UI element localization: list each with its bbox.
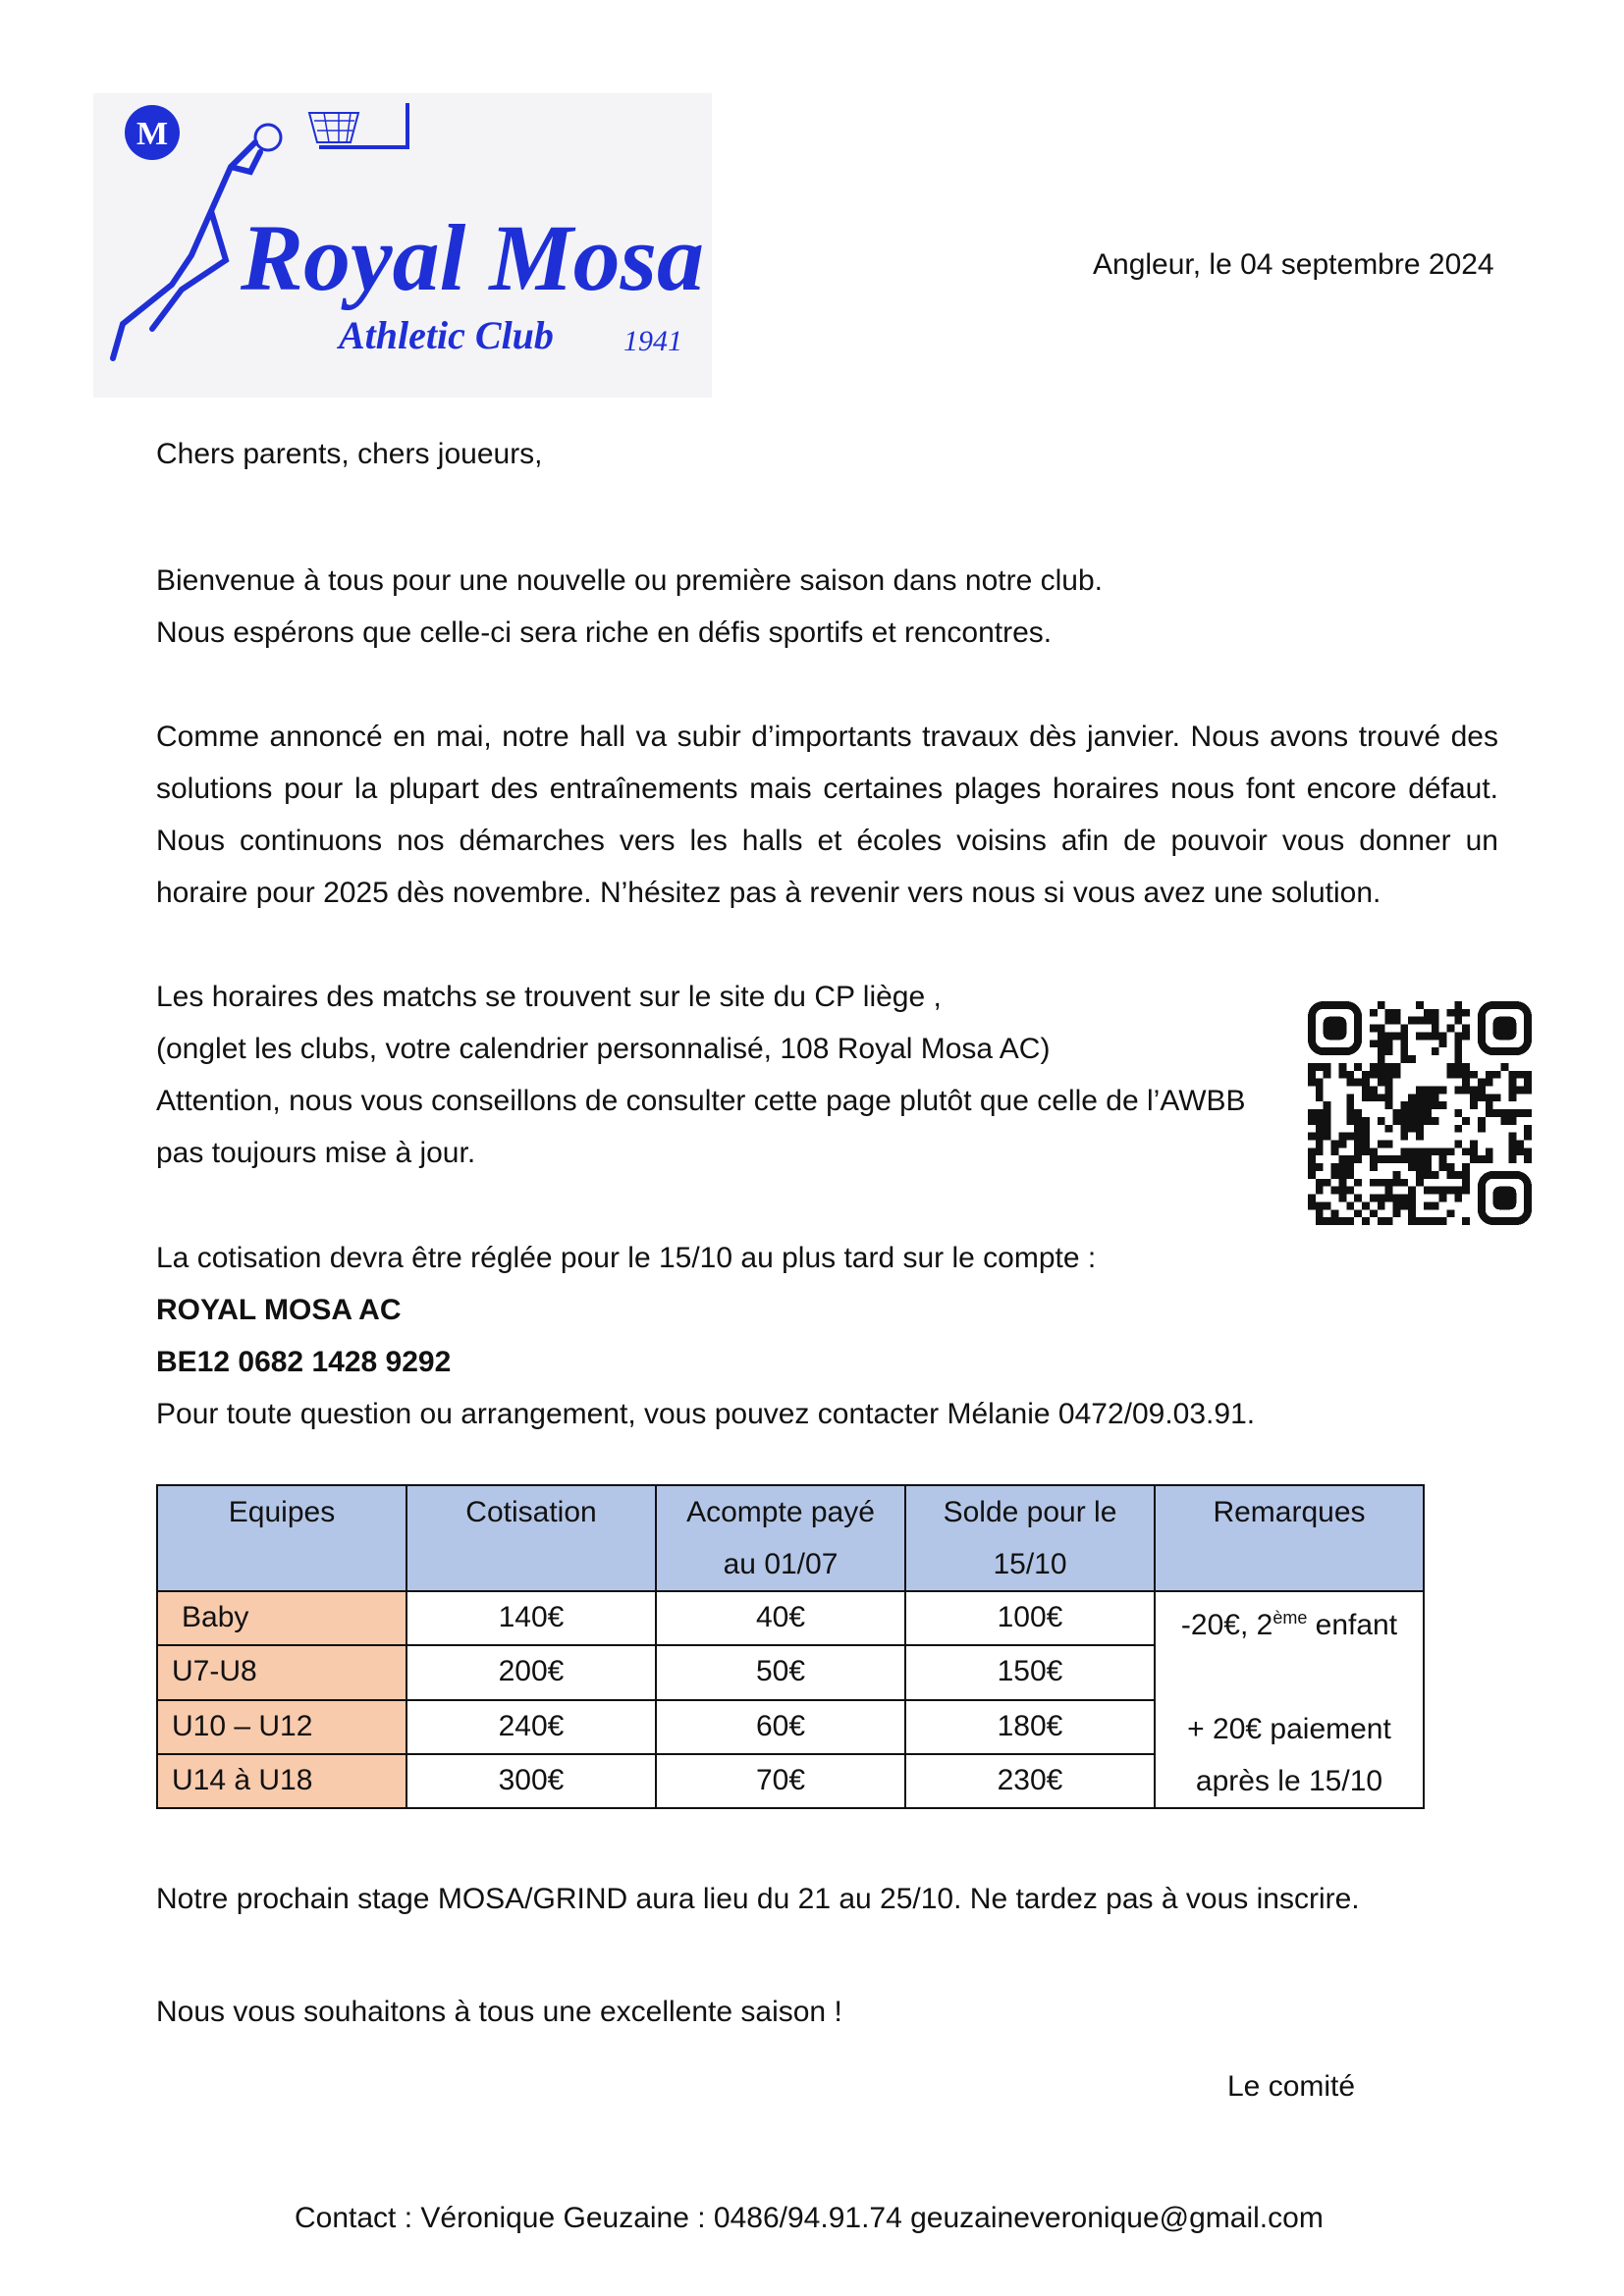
remark-late-line-2: après le 15/10 [1195, 1765, 1383, 1797]
signature: Le comité [1227, 2070, 1356, 2103]
table-header-row [157, 1485, 1424, 1591]
works-line-4: horaire pour 2025 dès novembre. N’hésitez pas à revenir vers nous si vous avez une solution. [156, 877, 1381, 909]
fee-cell: 240€ [406, 1700, 656, 1754]
table-row [157, 1591, 1424, 1645]
qr-finder-pattern [1312, 1005, 1358, 1051]
schedule-line-2: (onglet les clubs, votre calendrier personnalisé, 108 Royal Mosa AC) [156, 1033, 1051, 1065]
header-deposit-line-2: au 01/07 [723, 1548, 839, 1580]
date-line: Angleur, le 04 septembre 2024 [1093, 248, 1494, 281]
works-line-1: Comme annoncé en mai, notre hall va subir d’importants travaux dès janvier. Nous avons trouvé des [156, 721, 1498, 753]
header-balance [905, 1485, 1155, 1591]
intro-line-1: Bienvenue à tous pour une nouvelle ou première saison dans notre club. [156, 564, 1103, 597]
fee-cell: 200€ [406, 1645, 656, 1699]
remarks-cell [1155, 1591, 1424, 1808]
qr-finder-pattern [1482, 1175, 1528, 1221]
deposit-cell: 70€ [656, 1754, 905, 1808]
payment-contact: Pour toute question ou arrangement, vous pouvez contacter Mélanie 0472/09.03.91. [156, 1398, 1256, 1430]
logo-year: 1941 [623, 325, 682, 357]
intro-line-2: Nous espérons que celle-ci sera riche en défis sportifs et rencontres. [156, 616, 1053, 649]
schedule-line-1: Les horaires des matchs se trouvent sur le site du CP liège , [156, 981, 942, 1013]
dinosaur-icon [1392, 1086, 1446, 1140]
header-fee: Cotisation [406, 1485, 656, 1591]
remark-sibling: -20€, 2ème enfant [1180, 1608, 1398, 1641]
deposit-cell: 50€ [656, 1645, 905, 1699]
account-name: ROYAL MOSA AC [156, 1294, 402, 1326]
svg-text:M: M [135, 116, 169, 152]
schedule-line-4: pas toujours mise à jour. [156, 1137, 476, 1169]
works-line-3: Nous continuons nos démarches vers les halls et écoles voisins afin de pouvoir vous donner un [156, 825, 1498, 857]
fee-cell: 300€ [406, 1754, 656, 1808]
logo-subtitle: Athletic Club [339, 313, 554, 357]
qr-code-icon[interactable] [1308, 1001, 1532, 1225]
qr-finder-pattern [1482, 1005, 1528, 1051]
footer-contact: Contact : Véronique Geuzaine : 0486/94.91.74 geuzaineveronique@gmail.com [295, 2202, 1324, 2234]
remark-late-line-1: + 20€ paiement [1187, 1713, 1391, 1745]
team-cell: Baby [157, 1591, 406, 1645]
header-teams: Equipes [157, 1485, 406, 1591]
greeting: Chers parents, chers joueurs, [156, 438, 543, 470]
balance-cell: 180€ [905, 1700, 1155, 1754]
deposit-cell: 40€ [656, 1591, 905, 1645]
season-wishes: Nous vous souhaitons à tous une excellente saison ! [156, 1996, 842, 2028]
team-cell: U14 à U18 [157, 1754, 406, 1808]
deposit-cell: 60€ [656, 1700, 905, 1754]
header-deposit-line-1: Acompte payé [686, 1496, 875, 1528]
fees-table [156, 1484, 1425, 1809]
balance-cell: 150€ [905, 1645, 1155, 1699]
header-balance-line-1: Solde pour le [943, 1496, 1117, 1528]
header-deposit [656, 1485, 905, 1591]
stage-announcement: Notre prochain stage MOSA/GRIND aura lieu du 21 au 25/10. Ne tardez pas à vous inscrire. [156, 1883, 1360, 1915]
works-line-2: solutions pour la plupart des entraînements mais certaines plages horaires nous font encore défaut. [156, 773, 1498, 805]
iban: BE12 0682 1428 9292 [156, 1346, 452, 1378]
royal-mosa-logo [93, 93, 712, 398]
logo-title: Royal Mosa [241, 205, 705, 310]
schedule-line-3: Attention, nous vous conseillons de consulter cette page plutôt que celle de l’AWBB [156, 1085, 1246, 1117]
header-remarks: Remarques [1155, 1485, 1424, 1591]
team-cell: U7-U8 [157, 1645, 406, 1699]
header-balance-line-2: 15/10 [993, 1548, 1067, 1580]
fee-cell: 140€ [406, 1591, 656, 1645]
team-cell: U10 – U12 [157, 1700, 406, 1754]
payment-intro: La cotisation devra être réglée pour le 15/10 au plus tard sur le compte : [156, 1242, 1097, 1274]
balance-cell: 100€ [905, 1591, 1155, 1645]
balance-cell: 230€ [905, 1754, 1155, 1808]
